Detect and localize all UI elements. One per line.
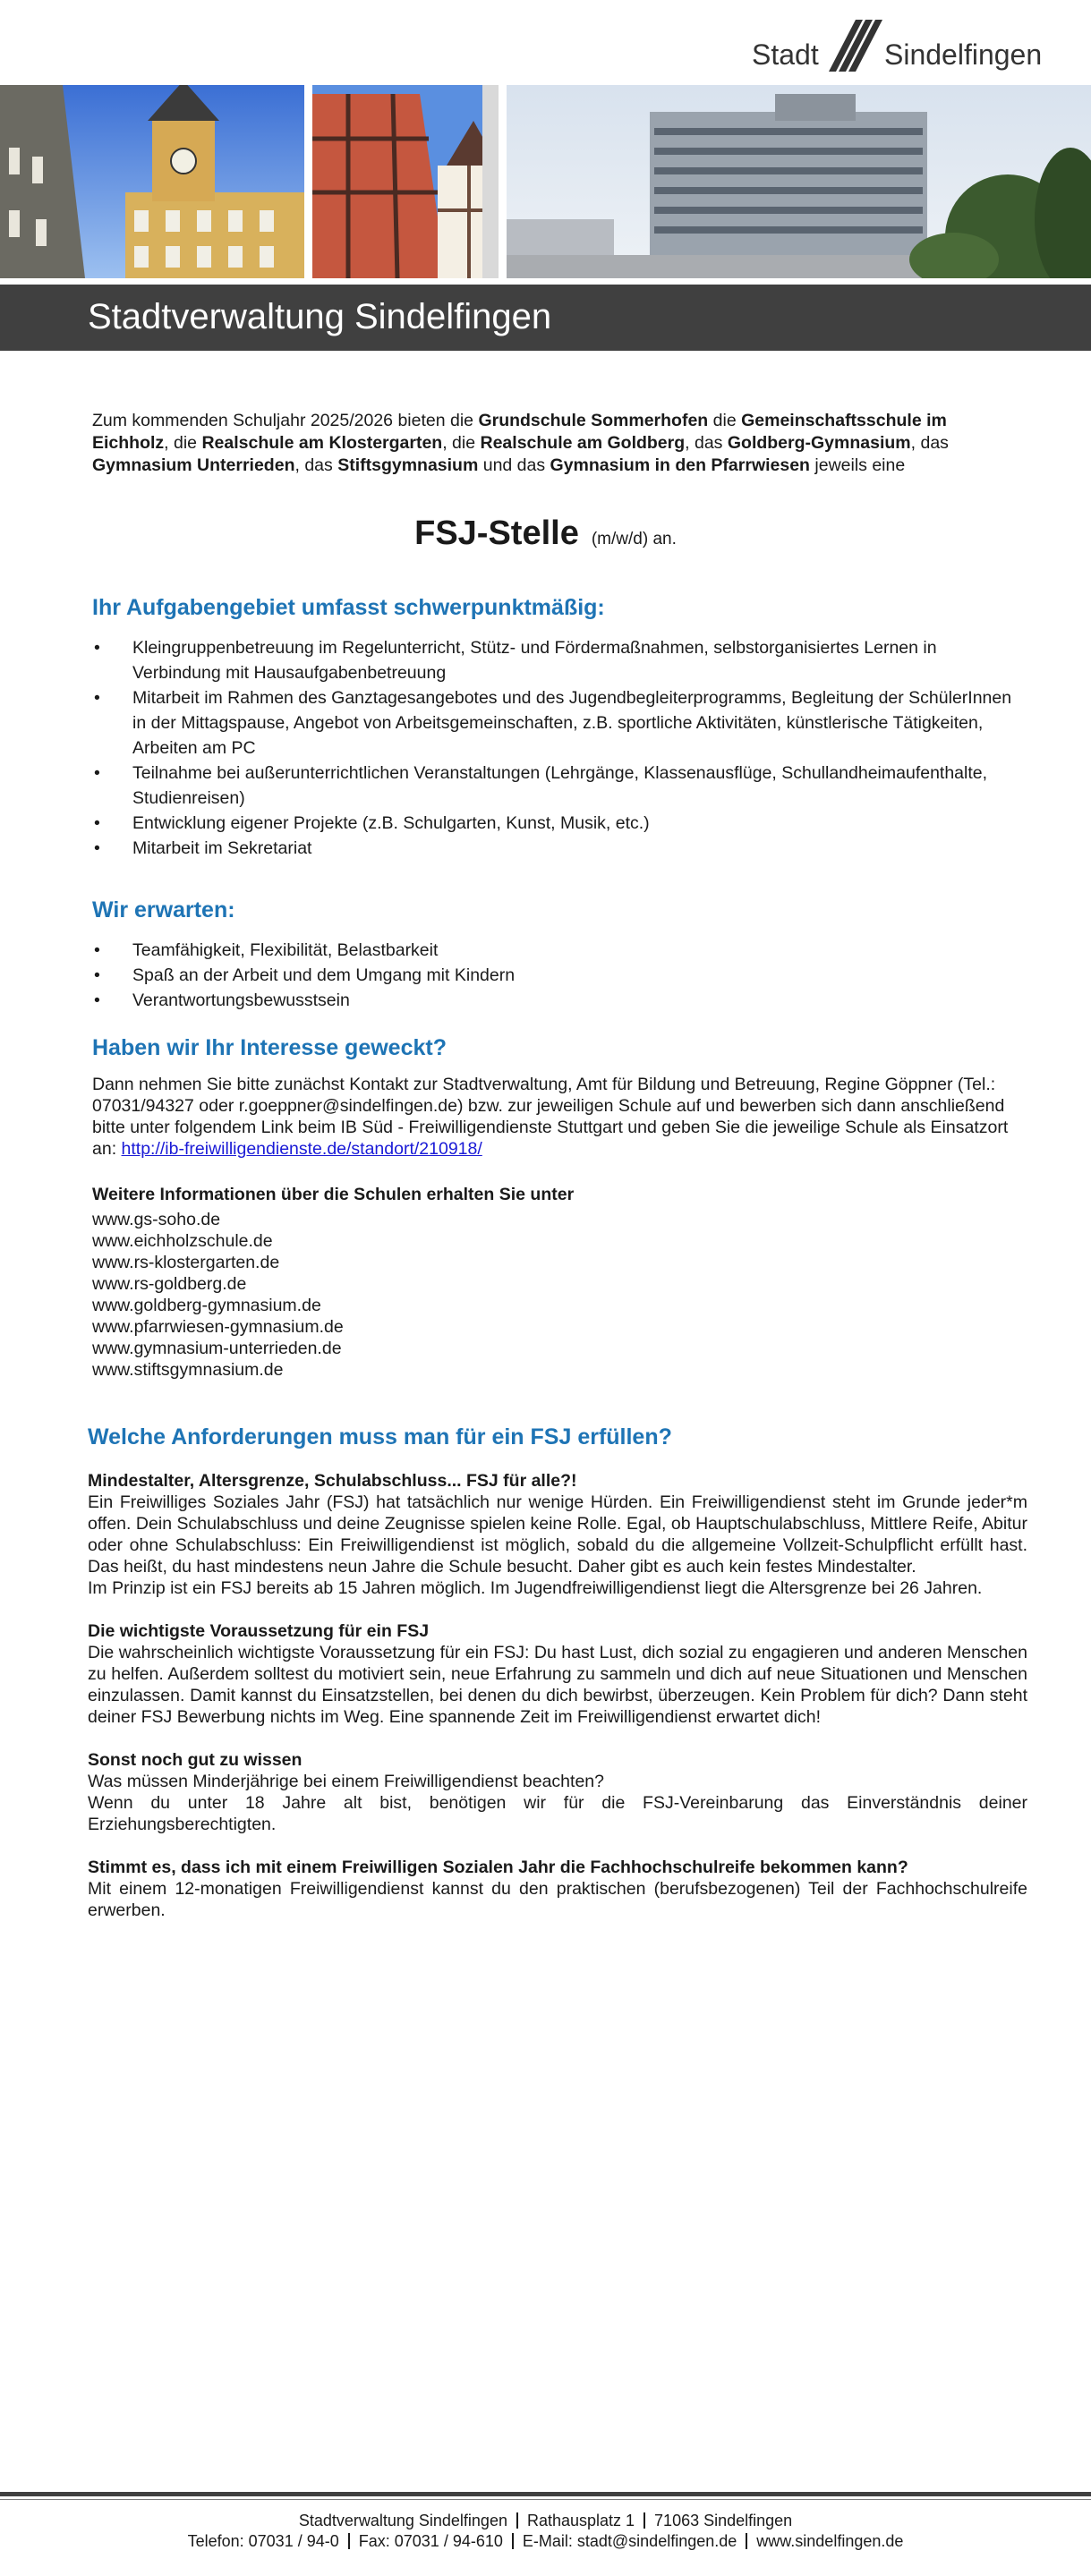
school-website: www.pfarrwiesen-gymnasium.de	[92, 1317, 344, 1337]
footer-phone: Telefon: 07031 / 94-0	[187, 2532, 339, 2550]
intro-text: die	[708, 411, 742, 430]
school-website: www.rs-goldberg.de	[92, 1274, 247, 1294]
job-title-tail: an.	[648, 530, 677, 548]
header-banner	[0, 85, 1091, 278]
school-website: www.eichholzschule.de	[92, 1231, 273, 1251]
expect-heading: Wir erwarten:	[92, 897, 235, 922]
faq-question: Stimmt es, dass ich mit einem Freiwilligen Sozialen Jahr die Fachhochschulreife bekommen kann?	[88, 1858, 908, 1877]
job-title	[0, 514, 1091, 553]
tasks-list	[92, 635, 1027, 861]
interest-section	[92, 1035, 1027, 1160]
footer-separator	[512, 2533, 514, 2549]
logo-text-stadt: Stadt	[752, 38, 819, 71]
footer-separator	[348, 2533, 350, 2549]
school-website: www.stiftsgymnasium.de	[92, 1360, 284, 1380]
schools-section	[92, 1184, 1027, 1381]
faq-answer: Was müssen Minderjährige bei einem Freiwilligendienst beachten?	[88, 1772, 604, 1791]
intro-text: jeweils eine	[809, 455, 906, 475]
school-name: Realschule am Klostergarten	[201, 433, 443, 453]
administration-building-image	[507, 85, 1091, 278]
list-item: • Spaß an der Arbeit und dem Umgang mit Kindern	[92, 963, 1027, 988]
footer-street: Rathausplatz 1	[526, 2512, 635, 2529]
faq-answer: Wenn du unter 18 Jahre alt bist, benötigen wir für die FSJ-Vereinbarung das Einverständnis deiner Erziehungsberechtigten.	[88, 1793, 1027, 1834]
logo-text-sindelfingen: Sindelfingen	[884, 38, 1043, 71]
school-name: Gemeinschaftsschule im Eichholz	[92, 411, 947, 453]
faq-question: Mindestalter, Altersgrenze, Schulabschluss... FSJ für alle?!	[88, 1471, 577, 1491]
school-website: www.gymnasium-unterrieden.de	[92, 1339, 342, 1358]
school-name: Stiftsgymnasium	[337, 455, 479, 475]
footer-divider-thin	[0, 2499, 1091, 2500]
list-item: • Verantwortungsbewusstsein	[92, 988, 1027, 1013]
faq-answer: Im Prinzip ist ein FSJ bereits ab 15 Jahren möglich. Im Jugendfreiwilligendienst liegt die Altersgrenze bei 26 Jahren.	[88, 1578, 983, 1598]
intro-text: , die	[164, 433, 202, 453]
list-item: • Kleingruppenbetreuung im Regelunterricht, Stütz- und Fördermaßnahmen, selbstorganisiertes Lernen in Verbindung mit Hausaufgabenbetreuung	[92, 635, 1027, 685]
footer-separator	[746, 2533, 747, 2549]
footer-fax: Fax: 07031 / 94-610	[358, 2532, 503, 2550]
list-item: • Mitarbeit im Rahmen des Ganztagesangebotes und des Jugendbegleiterprogramms, Begleitung der SchülerInnen in der Mittagspause, Angebot von Arbeitsgemeinschaften, z.B. sportliche Aktivitäten, künstlerische Tätigkeiten, Arbeiten am PC	[92, 685, 1027, 761]
faq-question: Die wichtigste Voraussetzung für ein FSJ	[88, 1621, 430, 1641]
page-title: Stadtverwaltung Sindelfingen	[88, 297, 552, 336]
faq-question: Sonst noch gut zu wissen	[88, 1750, 303, 1770]
title-bar	[0, 285, 1091, 351]
interest-text	[92, 1074, 1027, 1160]
footer-website: www.sindelfingen.de	[756, 2532, 904, 2550]
schools-heading: Weitere Informationen über die Schulen erhalten Sie unter	[92, 1185, 575, 1204]
interest-heading: Haben wir Ihr Interesse geweckt?	[92, 1035, 447, 1060]
interest-body: Dann nehmen Sie bitte zunächst Kontakt zur Stadtverwaltung, Amt für Bildung und Betreuung, Regine Göppner (Tel.: 07031/94327 oder r.goeppner@sindelfingen.de) bzw. zur jeweiligen Schule auf und bewerben sich dann anschließend bitte unter folgendem Link beim IB Süd - Freiwilligendienste Stuttgart und geben Sie die jeweilige Schule als Einsatzort an:	[92, 1075, 1009, 1159]
faq-answer: Ein Freiwilliges Soziales Jahr (FSJ) hat tatsächlich nur wenige Hürden. Ein Freiwilligendienst steht im Grunde jeder*m offen. Dein Schulabschluss und deine Zeugnisse spielen keine Rolle. Egal, ob Hauptschulabschluss, Mittlere Reife, Abitur oder ohne Schulabschluss: Ein Freiwilligendienst ist möglich, sobald du die allgemeine Vollzeit-Schulpflicht erfüllt hast. Das heißt, du hast mindestens neun Jahre die Schule besucht. Daher gibt es auch kein festes Mindestalter.	[88, 1492, 1027, 1577]
intro-text: , das	[910, 433, 949, 453]
expect-section	[92, 897, 1027, 1013]
list-item: • Teamfähigkeit, Flexibilität, Belastbarkeit	[92, 938, 1027, 963]
footer	[0, 2511, 1091, 2552]
school-website: www.goldberg-gymnasium.de	[92, 1296, 321, 1315]
footer-separator	[516, 2512, 518, 2529]
footer-separator	[644, 2512, 645, 2529]
school-name: Realschule am Goldberg	[480, 433, 686, 453]
timber-house-image	[312, 85, 499, 278]
faq-answer: Mit einem 12-monatigen Freiwilligendienst kannst du den praktischen (berufsbezogenen) Teil der Fachhochschulreife erwerben.	[88, 1879, 1027, 1920]
intro-text: Zum kommenden Schuljahr 2025/2026 bieten die	[92, 411, 479, 430]
list-item: • Teilnahme bei außerunterrichtlichen Veranstaltungen (Lehrgänge, Klassenausflüge, Schullandheimaufenthalte, Studienreisen)	[92, 761, 1027, 811]
list-item: • Mitarbeit im Sekretariat	[92, 836, 1027, 861]
intro-text: , das	[294, 455, 338, 475]
footer-divider	[0, 2492, 1091, 2496]
job-title-gender: (m/w/d)	[591, 530, 649, 548]
tasks-section	[92, 595, 1027, 861]
faq-section	[88, 1424, 1027, 1921]
footer-org: Stadtverwaltung Sindelfingen	[298, 2512, 507, 2529]
intro-text: , das	[685, 433, 728, 453]
list-item: • Entwicklung eigener Projekte (z.B. Schulgarten, Kunst, Musik, etc.)	[92, 811, 1027, 836]
intro-text: und das	[478, 455, 550, 475]
tasks-heading: Ihr Aufgabengebiet umfasst schwerpunktmäßig:	[92, 595, 605, 620]
logo-stripes-icon	[829, 20, 882, 72]
footer-email: E-Mail: stadt@sindelfingen.de	[522, 2532, 737, 2550]
school-name: Gymnasium Unterrieden	[92, 455, 295, 475]
application-link[interactable]: http://ib-freiwilligendienste.de/standort/210918/	[121, 1139, 482, 1159]
footer-contact-line	[0, 2531, 1091, 2552]
intro-text: , die	[442, 433, 481, 453]
school-name: Goldberg-Gymnasium	[727, 433, 911, 453]
intro-paragraph	[92, 410, 1027, 477]
faq-answer: Die wahrscheinlich wichtigste Voraussetzung für ein FSJ: Du hast Lust, dich sozial zu engagieren und anderen Menschen zu helfen. Außerdem solltest du motiviert sein, neue Erfahrung zu sammeln und dich auf neue Situationen und Menschen einzulassen. Damit kannst du Einsatzstellen, bei denen du dich bewirbst, überzeugen. Kein Problem für dich? Dann steht deiner FSJ Bewerbung nichts im Weg. Eine spannende Zeit im Freiwilligendienst erwartet dich!	[88, 1643, 1027, 1727]
expect-list	[92, 938, 1027, 1013]
school-website: www.gs-soho.de	[92, 1210, 221, 1229]
footer-address-line	[0, 2511, 1091, 2531]
faq-heading: Welche Anforderungen muss man für ein FSJ erfüllen?	[88, 1424, 672, 1450]
footer-city: 71063 Sindelfingen	[654, 2512, 793, 2529]
school-website: www.rs-klostergarten.de	[92, 1253, 280, 1272]
school-name: Gymnasium in den Pfarrwiesen	[550, 455, 810, 475]
job-title-main: FSJ-Stelle	[414, 514, 579, 552]
town-hall-tower-image	[0, 85, 304, 278]
school-name: Grundschule Sommerhofen	[478, 411, 709, 430]
city-logo	[750, 13, 1045, 75]
